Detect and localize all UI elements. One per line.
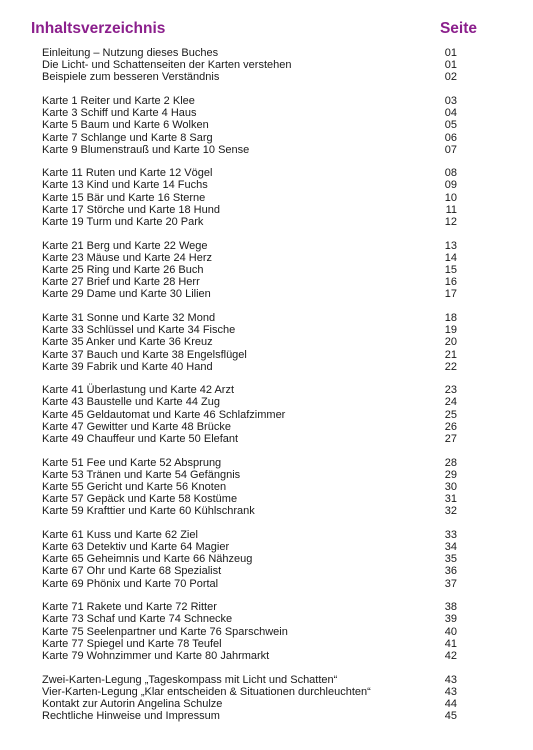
toc-entry-page: 16 (444, 276, 457, 289)
toc-entry-page: 07 (444, 143, 457, 156)
toc-entry[interactable] (42, 493, 457, 505)
toc-entry[interactable] (42, 529, 457, 541)
toc-group (42, 167, 457, 228)
toc-entry-page: 24 (444, 396, 457, 409)
toc-entry[interactable] (42, 324, 457, 336)
toc-entry-title: Karte 51 Fee und Karte 52 Absprung (42, 456, 222, 469)
toc-entry-page: 01 (444, 59, 457, 72)
toc-entry[interactable] (42, 95, 457, 107)
toc-entry[interactable] (42, 349, 457, 361)
toc-entry[interactable] (42, 698, 457, 710)
toc-entry-page: 43 (444, 673, 457, 686)
toc-entry-title: Karte 53 Tränen und Karte 54 Gefängnis (42, 468, 241, 481)
toc-entry[interactable] (42, 47, 457, 59)
toc-entry-title: Karte 21 Berg und Karte 22 Wege (42, 239, 208, 252)
toc-entry[interactable] (42, 384, 457, 396)
toc-entry-page: 41 (444, 637, 457, 650)
toc-entry-page: 36 (444, 565, 457, 578)
toc-entry-page: 22 (444, 360, 457, 373)
toc-entry-page: 21 (444, 348, 457, 361)
toc-entry-title: Karte 15 Bär und Karte 16 Sterne (42, 191, 206, 204)
toc-group (42, 47, 457, 84)
toc-entry[interactable] (42, 674, 457, 686)
toc-entry[interactable] (42, 686, 457, 698)
toc-entry-title: Karte 9 Blumenstrauß und Karte 10 Sense (42, 143, 250, 156)
toc-entry-page: 25 (444, 408, 457, 421)
toc-entry-page: 02 (444, 71, 457, 84)
toc-entry-page: 05 (444, 119, 457, 132)
toc-entry-title: Die Licht- und Schattenseiten der Karten verstehen (42, 59, 292, 72)
toc-entry[interactable] (42, 650, 457, 662)
toc-entry-title: Karte 7 Schlange und Karte 8 Sarg (42, 131, 213, 144)
toc-entry[interactable] (42, 216, 457, 228)
toc-entry[interactable] (42, 553, 457, 565)
toc-group (42, 240, 457, 301)
toc-entry-title: Karte 73 Schaf und Karte 74 Schnecke (42, 613, 233, 626)
page-column-label: Seite (439, 20, 477, 37)
toc-entry[interactable] (42, 396, 457, 408)
toc-entry[interactable] (42, 192, 457, 204)
toc-entry[interactable] (42, 132, 457, 144)
toc-entry-page: 43 (444, 685, 457, 698)
toc-entry-page: 18 (444, 311, 457, 324)
toc-entry-page: 37 (444, 577, 457, 590)
toc-entry-title: Karte 41 Überlastung und Karte 42 Arzt (42, 384, 235, 397)
toc-entry[interactable] (42, 204, 457, 216)
toc-entry-title: Karte 19 Turm und Karte 20 Park (42, 216, 204, 229)
toc-entry-title: Karte 3 Schiff und Karte 4 Haus (42, 107, 197, 120)
toc-entry-title: Karte 5 Baum und Karte 6 Wolken (42, 119, 209, 132)
toc-entry-title: Zwei-Karten-Legung „Tageskompass mit Licht und Schatten“ (42, 673, 338, 686)
toc-entry-page: 40 (444, 625, 457, 638)
toc-entry-page: 27 (444, 433, 457, 446)
table-of-contents (42, 47, 457, 734)
toc-entry-page: 11 (445, 203, 457, 216)
toc-entry-title: Karte 11 Ruten und Karte 12 Vögel (42, 167, 213, 180)
toc-entry-title: Beispiele zum besseren Verständnis (42, 71, 220, 84)
toc-entry-title: Karte 27 Brief und Karte 28 Herr (42, 276, 200, 289)
toc-entry-page: 30 (444, 480, 457, 493)
toc-entry[interactable] (42, 119, 457, 131)
toc-entry[interactable] (42, 312, 457, 324)
toc-entry-title: Karte 71 Rakete und Karte 72 Ritter (42, 601, 217, 614)
toc-entry-title: Karte 1 Reiter und Karte 2 Klee (42, 94, 195, 107)
toc-entry-page: 31 (444, 493, 457, 506)
toc-entry-page: 26 (444, 420, 457, 433)
toc-entry-page: 10 (444, 191, 457, 204)
toc-entry[interactable] (42, 264, 457, 276)
toc-entry-title: Karte 55 Gericht und Karte 56 Knoten (42, 480, 227, 493)
toc-entry-title: Karte 79 Wohnzimmer und Karte 80 Jahrmarkt (42, 650, 270, 662)
toc-group (42, 312, 457, 373)
toc-entry-page: 01 (444, 47, 457, 59)
toc-entry-title: Karte 61 Kuss und Karte 62 Ziel (42, 528, 198, 541)
toc-entry[interactable] (42, 71, 457, 83)
toc-entry-page: 28 (444, 456, 457, 469)
toc-entry-title: Karte 13 Kind und Karte 14 Fuchs (42, 179, 208, 192)
toc-group (42, 601, 457, 662)
toc-entry-page: 45 (444, 710, 457, 723)
toc-entry-page: 35 (444, 553, 457, 566)
toc-entry-title: Karte 23 Mäuse und Karte 24 Herz (42, 251, 212, 264)
toc-entry-page: 38 (444, 601, 457, 614)
toc-entry-title: Karte 75 Seelenpartner und Karte 76 Sparschwein (42, 625, 288, 638)
toc-entry[interactable] (42, 144, 457, 156)
toc-entry[interactable] (42, 361, 457, 373)
toc-entry-page: 33 (444, 528, 457, 541)
toc-entry[interactable] (42, 59, 457, 71)
toc-entry-title: Karte 67 Ohr und Karte 68 Spezialist (42, 565, 222, 578)
toc-entry-page: 17 (444, 288, 457, 301)
toc-entry[interactable] (42, 179, 457, 191)
toc-entry[interactable] (42, 469, 457, 481)
toc-entry-title: Karte 65 Geheimnis und Karte 66 Nähzeug (42, 553, 253, 566)
toc-entry-title: Karte 49 Chauffeur und Karte 50 Elefant (42, 433, 239, 446)
toc-entry-page: 09 (444, 179, 457, 192)
toc-entry-title: Karte 33 Schlüssel und Karte 34 Fische (42, 324, 236, 337)
toc-entry[interactable] (42, 240, 457, 252)
toc-entry-page: 34 (444, 541, 457, 554)
toc-entry-title: Karte 77 Spiegel und Karte 78 Teufel (42, 637, 222, 650)
toc-entry-page: 19 (444, 324, 457, 337)
toc-entry[interactable] (42, 626, 457, 638)
toc-entry-page: 04 (444, 107, 457, 120)
toc-entry-title: Karte 39 Fabrik und Karte 40 Hand (42, 360, 213, 373)
toc-entry-title: Karte 17 Störche und Karte 18 Hund (42, 203, 220, 216)
toc-entry-page: 13 (444, 239, 457, 252)
toc-group (42, 384, 457, 445)
toc-entry-page: 15 (444, 263, 457, 276)
toc-entry-title: Karte 43 Baustelle und Karte 44 Zug (42, 396, 220, 409)
toc-entry[interactable] (42, 409, 457, 421)
toc-entry-page: 32 (444, 505, 457, 518)
toc-entry-title: Rechtliche Hinweise und Impressum (42, 710, 220, 723)
toc-entry-page: 39 (444, 613, 457, 626)
toc-entry-page: 12 (444, 216, 457, 229)
toc-entry[interactable] (42, 457, 457, 469)
toc-entry-page: 44 (444, 697, 457, 710)
toc-entry-title: Karte 31 Sonne und Karte 32 Mond (42, 311, 216, 324)
toc-entry-page: 14 (444, 251, 457, 264)
toc-entry[interactable] (42, 541, 457, 553)
toc-entry-page: 20 (444, 336, 457, 349)
toc-group (42, 457, 457, 518)
toc-entry[interactable] (42, 336, 457, 348)
toc-entry[interactable] (42, 433, 457, 445)
toc-entry-title: Karte 37 Bauch und Karte 38 Engelsflügel (42, 348, 247, 361)
toc-group (42, 674, 457, 723)
toc-entry-page: 42 (444, 650, 457, 662)
toc-entry[interactable] (42, 481, 457, 493)
toc-entry[interactable] (42, 421, 457, 433)
toc-entry[interactable] (42, 601, 457, 613)
toc-entry-title: Karte 69 Phönix und Karte 70 Portal (42, 577, 219, 590)
toc-entry-title: Karte 25 Ring und Karte 26 Buch (42, 263, 204, 276)
toc-entry-title: Vier-Karten-Legung „Klar entscheiden & Situationen durchleuchten“ (42, 685, 371, 698)
toc-entry[interactable] (42, 578, 457, 590)
toc-entry[interactable] (42, 288, 457, 300)
toc-entry[interactable] (42, 252, 457, 264)
toc-entry-page: 29 (444, 468, 457, 481)
toc-group (42, 529, 457, 590)
toc-group (42, 95, 457, 156)
toc-entry[interactable] (42, 167, 457, 179)
toc-entry[interactable] (42, 107, 457, 119)
toc-entry[interactable] (42, 565, 457, 577)
toc-entry[interactable] (42, 505, 457, 517)
toc-entry-title: Karte 63 Detektiv und Karte 64 Magier (42, 541, 230, 554)
toc-entry-title: Karte 35 Anker und Karte 36 Kreuz (42, 336, 213, 349)
toc-entry-title: Karte 47 Gewitter und Karte 48 Brücke (42, 420, 231, 433)
toc-entry-title: Kontakt zur Autorin Angelina Schulze (42, 697, 223, 710)
toc-entry[interactable] (42, 613, 457, 625)
toc-entry[interactable] (42, 276, 457, 288)
toc-header (31, 18, 477, 40)
toc-entry-title: Karte 29 Dame und Karte 30 Lilien (42, 288, 211, 301)
toc-entry-title: Karte 57 Gepäck und Karte 58 Kostüme (42, 493, 238, 506)
toc-entry-title: Einleitung – Nutzung dieses Buches (42, 47, 219, 59)
toc-entry[interactable] (42, 710, 457, 722)
toc-entry-page: 03 (444, 94, 457, 107)
toc-entry-title: Karte 59 Krafttier und Karte 60 Kühlschrank (42, 505, 255, 518)
toc-entry[interactable] (42, 638, 457, 650)
toc-entry-page: 06 (444, 131, 457, 144)
page-title: Inhaltsverzeichnis (31, 20, 166, 37)
toc-entry-page: 08 (444, 167, 457, 180)
toc-entry-title: Karte 45 Geldautomat und Karte 46 Schlafzimmer (42, 408, 286, 421)
toc-entry-page: 23 (444, 384, 457, 397)
